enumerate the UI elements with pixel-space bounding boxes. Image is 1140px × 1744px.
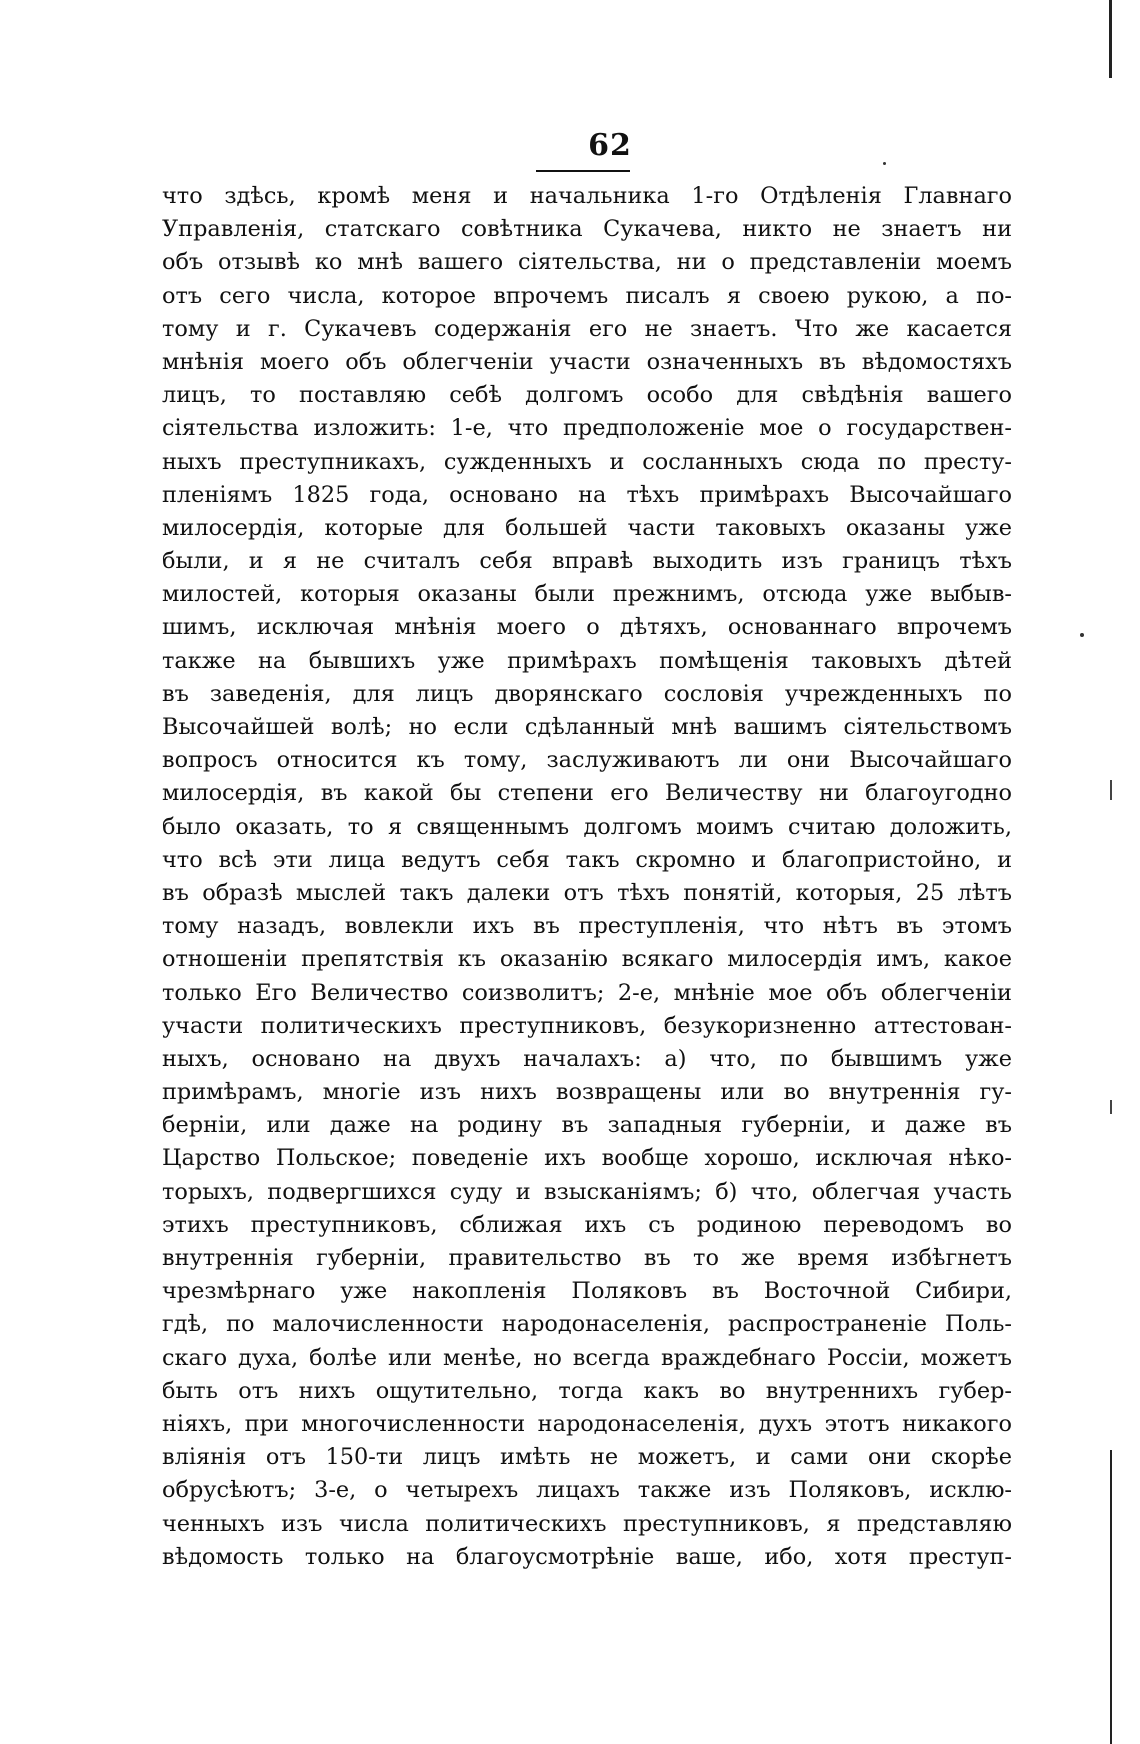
page-number: 62: [588, 128, 632, 163]
text-line: также на бывшихъ уже примѣрахъ помѣщенія таковыхъ дѣтей: [162, 647, 1012, 674]
text-line: берніи, или даже на родину въ западныя губерніи, и даже въ: [162, 1112, 1012, 1139]
text-line: этихъ преступниковъ, сближая ихъ съ родиною переводомъ во: [162, 1211, 1012, 1238]
text-line: вѣдомость только на благоусмотрѣніе ваше, ибо, хотя преступ-: [162, 1543, 1012, 1570]
text-line: лицъ, то поставляю себѣ долгомъ особо для свѣдѣнія вашего: [162, 382, 1012, 409]
text-line: примѣрамъ, многіе изъ нихъ возвращены или во внутреннія гу-: [162, 1079, 1012, 1106]
page-number-rule: [536, 170, 630, 172]
text-line: въ образѣ мыслей такъ далеки отъ тѣхъ понятій, которыя, 25 лѣтъ: [162, 879, 1012, 906]
text-line: ніяхъ, при многочисленности народонаселенія, духъ этотъ никакого: [162, 1410, 1012, 1437]
text-line: только Его Величество соизволитъ; 2-е, мнѣніе мое объ облегченіи: [162, 979, 1012, 1006]
text-line: шимъ, исключая мнѣнія моего о дѣтяхъ, основаннаго впрочемъ: [162, 614, 1012, 641]
text-line: тому назадъ, вовлекли ихъ въ преступленія, что нѣтъ въ этомъ: [162, 913, 1012, 940]
text-line: милосердія, которые для большей части таковыхъ оказаны уже: [162, 514, 1012, 541]
text-line: Управленія, статскаго совѣтника Сукачева, никто не знаетъ ни: [162, 216, 1012, 243]
text-line: пленіямъ 1825 года, основано на тѣхъ примѣрахъ Высочайшаго: [162, 481, 1012, 508]
text-line: тому и г. Сукачевъ содержанія его не знаетъ. Что же касается: [162, 315, 1012, 342]
text-line: милосердія, въ какой бы степени его Величеству ни благоугодно: [162, 780, 1012, 807]
page-edge-mark: [1110, 780, 1112, 800]
text-line: сіятельства изложить: 1-е, что предположеніе мое о государствен-: [162, 415, 1012, 442]
text-line: что здѣсь, кромѣ меня и начальника 1-го Отдѣленія Главнаго: [162, 183, 1012, 209]
body-text: [162, 180, 1012, 1574]
text-line: милостей, которыя оказаны были прежнимъ, отсюда уже выбыв-: [162, 581, 1012, 608]
text-line: скаго духа, болѣе или менѣе, но всегда враждебнаго Россіи, можетъ: [162, 1344, 1012, 1371]
text-line: торыхъ, подвергшихся суду и взысканіямъ; б) что, облегчая участь: [162, 1178, 1012, 1205]
text-line: въ заведенія, для лицъ дворянскаго сословія учрежденныхъ по: [162, 680, 1012, 707]
page-edge-mark: [1110, 1100, 1112, 1114]
text-line: ныхъ, основано на двухъ началахъ: а) что, по бывшимъ уже: [162, 1045, 1012, 1072]
text-line: вопросъ относится къ тому, заслуживаютъ ли они Высочайшаго: [162, 747, 1012, 774]
text-line: отношеніи препятствія къ оказанію всякаго милосердія имъ, какое: [162, 946, 1012, 973]
text-line: объ отзывѣ ко мнѣ вашего сіятельства, ни о представленіи моемъ: [162, 249, 1012, 276]
text-line: участи политическихъ преступниковъ, безукоризненно аттестован-: [162, 1012, 1012, 1039]
text-line: ныхъ преступникахъ, сужденныхъ и сосланныхъ сюда по престу-: [162, 448, 1012, 475]
text-line: что всѣ эти лица ведутъ себя такъ скромно и благопристойно, и: [162, 846, 1012, 873]
text-line: гдѣ, по малочисленности народонаселенія, распространеніе Поль-: [162, 1311, 1012, 1338]
text-line: вліянія отъ 150-ти лицъ имѣть не можетъ, и сами они скорѣе: [162, 1444, 1012, 1471]
text-line: ченныхъ изъ числа политическихъ преступниковъ, я представляю: [162, 1510, 1012, 1537]
stray-ink-dot: [1080, 633, 1084, 637]
text-line: Высочайшей волѣ; но если сдѣланный мнѣ вашимъ сіятельствомъ: [162, 714, 1012, 740]
text-line: быть отъ нихъ ощутительно, тогда какъ во внутреннихъ губер-: [162, 1377, 1012, 1404]
text-line: отъ сего числа, которое впрочемъ писалъ я своею рукою, а по-: [162, 282, 1012, 309]
text-line: были, и я не считалъ себя вправѣ выходить изъ границъ тѣхъ: [162, 548, 1012, 575]
page-edge-line-bottom: [1110, 1450, 1112, 1744]
text-line: обрусѣютъ; 3-е, о четырехъ лицахъ также изъ Поляковъ, исклю-: [162, 1477, 1012, 1504]
text-line: Царство Польское; поведеніе ихъ вообще хорошо, исключая нѣко-: [162, 1145, 1012, 1172]
text-line: мнѣнія моего объ облегченіи участи означенныхъ въ вѣдомостяхъ: [162, 348, 1012, 375]
text-line: внутреннія губерніи, правительство въ то же время избѣгнетъ: [162, 1245, 1012, 1271]
page-edge-line-top: [1109, 0, 1112, 78]
text-line: было оказать, то я священнымъ долгомъ моимъ считаю доложить,: [162, 813, 1012, 840]
text-line: чрезмѣрнаго уже накопленія Поляковъ въ Восточной Сибири,: [162, 1278, 1012, 1305]
